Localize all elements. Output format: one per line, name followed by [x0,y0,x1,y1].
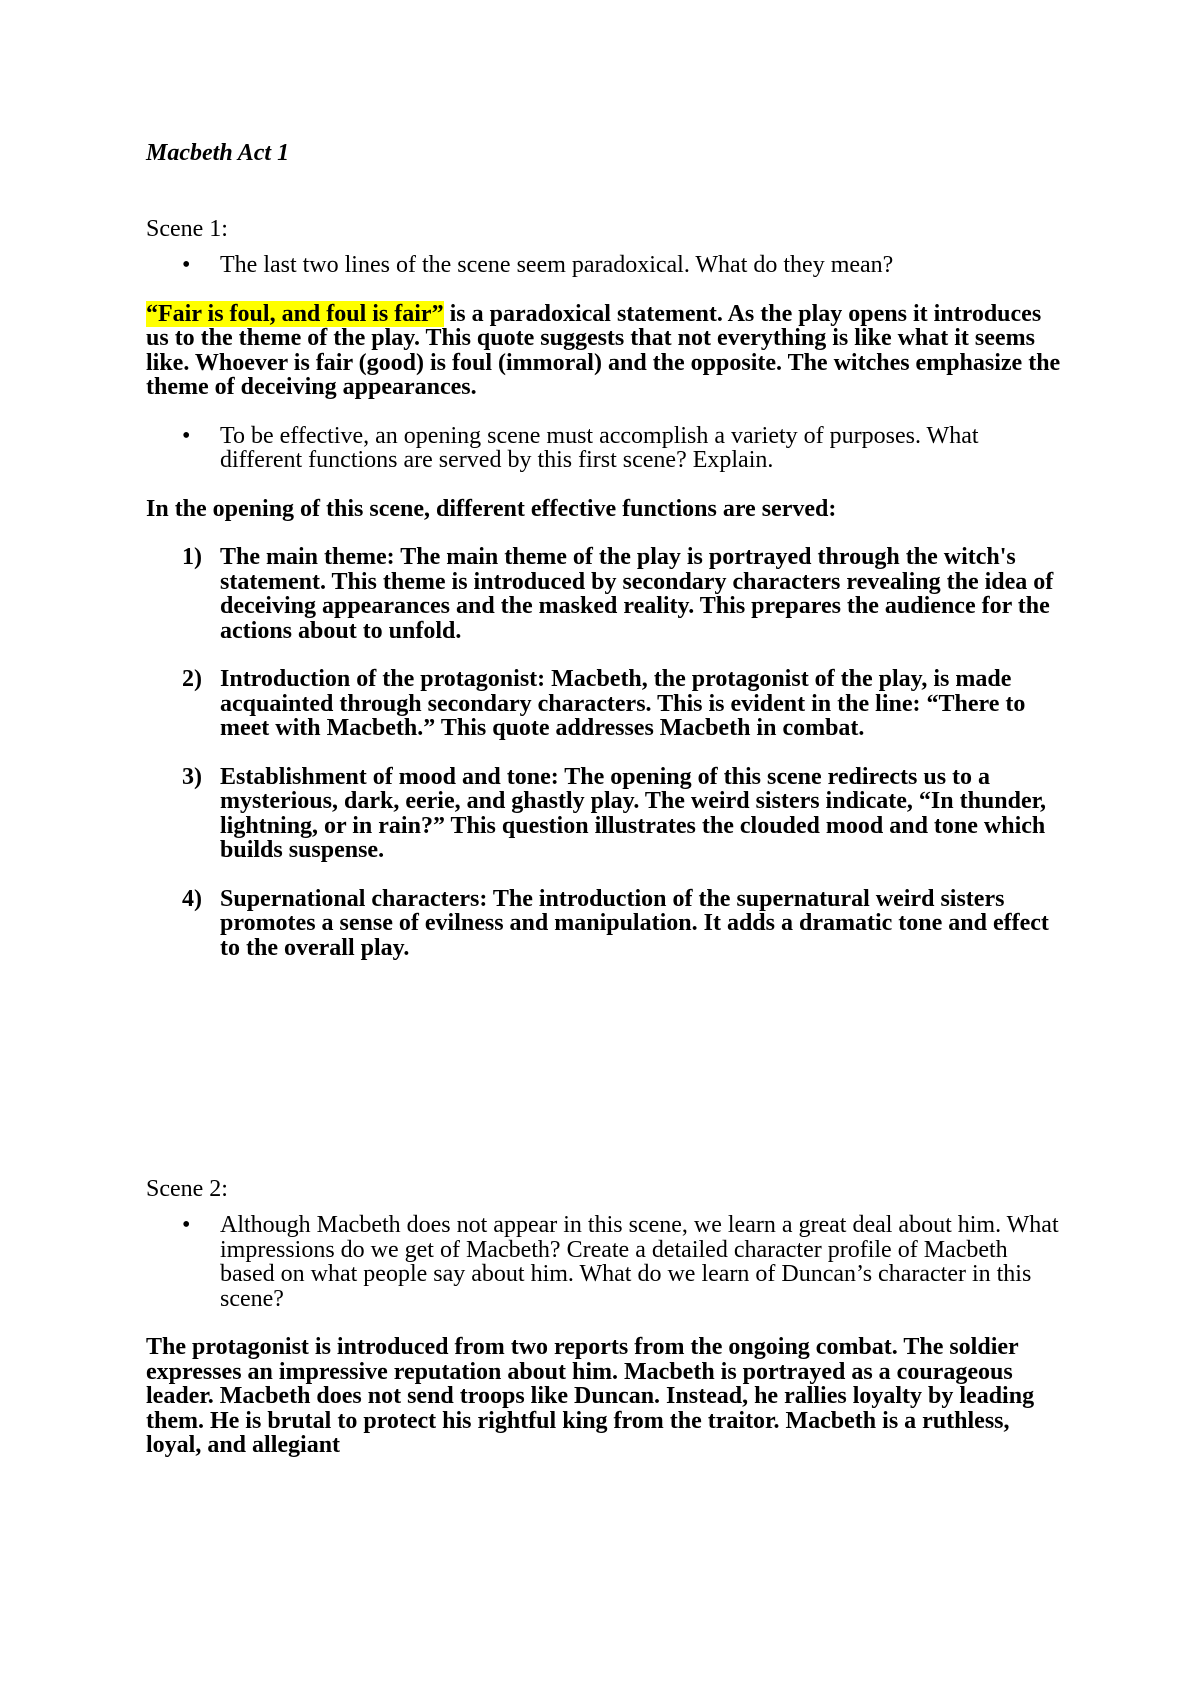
list-item [146,545,1066,643]
list-number: 2) [182,666,202,692]
scene-2-heading: Scene 2: [146,1176,228,1202]
list-number: 1) [182,544,202,570]
list-item [146,887,1066,961]
document-title: Macbeth Act 1 [146,140,290,166]
document-body [146,138,1066,1458]
scene-1-heading: Scene 1: [146,216,228,242]
scene-1-answer-2-intro: In the opening of this scene, different effective functions are served: [146,495,837,522]
scene-1-answer-1 [146,302,1066,400]
bullet-icon: • [182,252,191,278]
scene-1-question-2 [146,424,1066,473]
question-text: To be effective, an opening scene must accomplish a variety of purposes. What different functions are served by this first scene? Explain. [220,422,979,473]
highlighted-quote: “Fair is foul, and foul is fair” [146,300,444,327]
scene-1-question-1 [146,253,1066,278]
list-item-text: Establishment of mood and tone: The opening of this scene redirects us to a mysterious, dark, eerie, and ghastly play. The weird sisters indicate, “In thunder, lightning, or in rain?” This question illustrates the clouded mood and tone which builds suspense. [220,763,1047,863]
list-item [146,667,1066,741]
list-number: 3) [182,763,202,790]
bullet-icon: • [182,1212,191,1238]
answer-text: is a paradoxical statement. As the play opens it introduces us to the theme of the play. This quote suggests that not everything is like what it seems like. Whoever is fair (good) is foul (immoral) and the opposite. The witches emphasize the theme of deceiving appearances. [146,300,1061,400]
scene-2-question-1 [146,1213,1066,1311]
question-text: The last two lines of the scene seem paradoxical. What do they mean? [220,252,894,278]
bullet-icon: • [182,422,191,449]
list-item-text: The main theme: The main theme of the play is portrayed through the witch's statement. This theme is introduced by secondary characters revealing the idea of deceiving appearances and the masked reality. This prepares the audience for the actions about to unfold. [220,544,1054,644]
functions-list [146,545,1066,960]
list-number: 4) [182,885,202,912]
question-text: Although Macbeth does not appear in this scene, we learn a great deal about him. What impressions do we get of Macbeth? Create a detailed character profile of Macbeth based on what people say about him. What do we learn of Duncan’s character in this scene? [220,1212,1059,1312]
list-item [146,765,1066,863]
list-item-text: Supernational characters: The introduction of the supernatural weird sisters promotes a sense of evilness and manipulation. It adds a dramatic tone and effect to the overall play. [220,885,1049,961]
scene-2-answer-1: The protagonist is introduced from two reports from the ongoing combat. The soldier expresses an impressive reputation about him. Macbeth is portrayed as a courageous leader. Macbeth does not send troops like Duncan. Instead, he rallies loyalty by leading them. He is brutal to protect his rightful king from the traitor. Macbeth is a ruthless, loyal, and allegiant [146,1334,1035,1458]
list-item-text: Introduction of the protagonist: Macbeth, the protagonist of the play, is made acquainted through secondary characters. This is evident in the line: “There to meet with Macbeth.” This quote addresses Macbeth in combat. [220,666,1026,741]
